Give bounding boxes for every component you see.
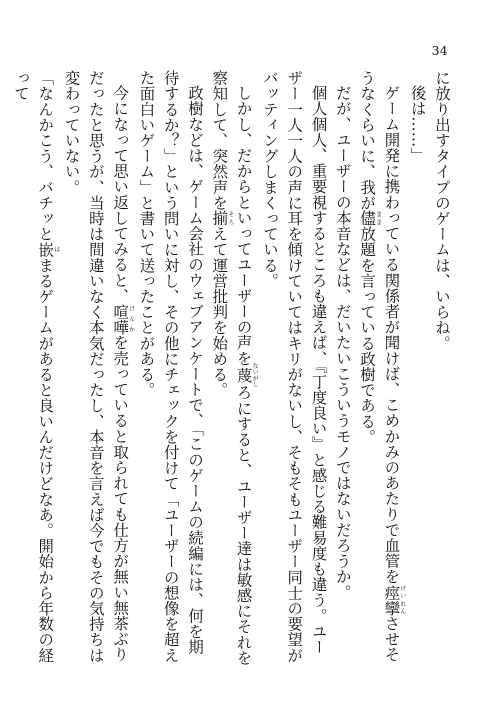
ruby-base: 喧嘩 <box>111 303 130 335</box>
text-run: を売っていると取られても仕方が無い無茶ぶりだったと思うが、当時は間違いなく本気だったし、本音を言えば今でもその気持ちは変わっていない。 <box>62 70 130 663</box>
ruby-reading: まま <box>374 210 382 227</box>
text-run: 放題を言っている政樹である。 <box>358 226 377 445</box>
text-run: ゲーム開発に携わっている関係者が聞けば、こめかみのあたりで血管を <box>382 85 401 585</box>
ruby-word <box>210 210 234 227</box>
ruby-base: 嵌 <box>36 241 55 258</box>
ruby-reading: そろ <box>226 210 234 227</box>
text-run: ろにすると、ユーザー達は敏感にそれを察知して、突然声を <box>210 70 253 666</box>
paragraph: だが、ユーザーの本音などは、だいたいこういうモノではないだろうか。 <box>333 85 352 601</box>
paragraph: に放り出すタイプのゲームは、いらね。 <box>433 70 451 351</box>
ruby-reading: けいれん <box>398 584 406 616</box>
ruby-reading: ないがし <box>251 363 259 389</box>
text-run: えて運営批判を始める。 <box>210 226 229 398</box>
paragraph <box>9 70 60 668</box>
paragraph <box>59 70 134 668</box>
text-run: させそうなくらいに、我が <box>358 70 401 663</box>
page-number: 34 <box>431 44 448 58</box>
ruby-word <box>111 303 135 335</box>
ruby-reading: けんか <box>127 303 135 335</box>
text-run: 「なんかこう、バチッと <box>36 70 55 242</box>
ruby-word <box>382 584 406 616</box>
paragraph <box>207 70 258 668</box>
paragraph: 個人個人、重要視するところも違えば、『丁度良い』と感じる難易度も違う。ユーザー一人一人の声に耳を傾けていてはキリがないし、そもそもユーザー同士の要望がバッティングしまくっている。 <box>260 70 328 663</box>
ruby-base: 揃 <box>210 210 229 227</box>
ruby-base: 儘 <box>358 210 377 227</box>
ruby-word <box>36 241 60 258</box>
text-run: 今になって思い返してみると、 <box>111 85 130 304</box>
paragraph: 政樹などは、ゲーム会社のウェブアンケートで、「このゲームの続編には、何を期待するか？」という問いに対し、その他にチェックを付けて「ユーザーの想像を超えた面白いゲーム」と書いて送ったことがある。 <box>137 70 205 663</box>
text-run: しかし、だからといってユーザーの声を <box>234 85 253 367</box>
ruby-base: 痙攣 <box>382 584 401 616</box>
ruby-base: 蔑 <box>234 363 253 388</box>
paragraph: 後は……」 <box>408 85 427 164</box>
paragraph <box>355 70 406 668</box>
text-run: まるゲームがあると良いんだけどなあ。開始から年数の経って <box>11 70 55 663</box>
ruby-word <box>358 210 382 227</box>
ruby-word <box>234 363 259 389</box>
vertical-text-body <box>11 70 454 668</box>
ruby-reading: は <box>52 241 60 258</box>
